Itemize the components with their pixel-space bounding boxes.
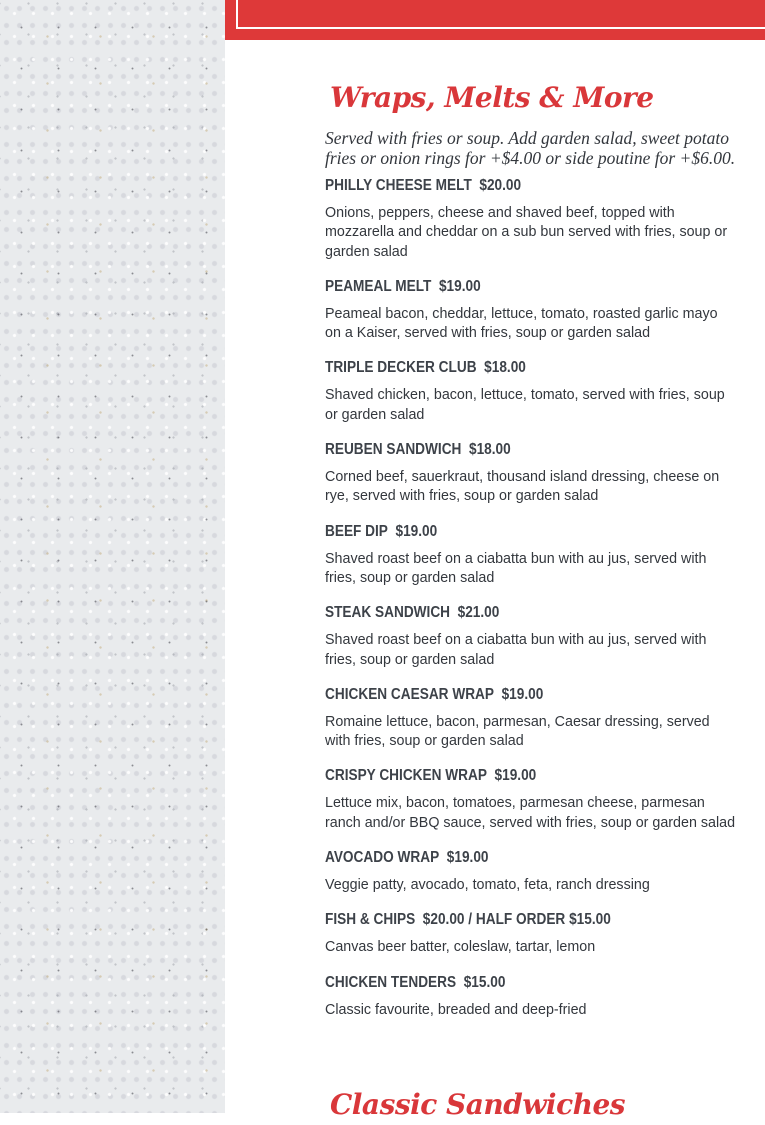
menu-item-name: CRISPY CHICKEN WRAP [325,767,487,785]
menu-item-name: AVOCADO WRAP [325,849,440,867]
menu-item-name: STEAK SANDWICH [325,604,451,622]
menu-item-description: Shaved roast beef on a ciabatta bun with au jus, served with fries, soup or garden salad [325,632,707,668]
section-title: Wraps, Melts & More [330,81,654,114]
menu-item-heading [325,358,688,378]
granite-texture-panel [0,0,225,1113]
menu-item-description: Shaved roast beef on a ciabatta bun with au jus, served with fries, soup or garden salad [325,550,707,586]
menu-section-wraps [325,80,737,1020]
menu-item-description: Veggie patty, avocado, tomato, feta, ranch dressing [325,877,650,894]
menu-item-description: Onions, peppers, cheese and shaved beef, topped with mozzarella and cheddar on a sub bun served with fries, soup or garden salad [325,205,728,260]
menu-item-name: TRIPLE DECKER CLUB [325,359,477,377]
menu-item-heading [325,848,688,868]
menu-item [325,277,737,344]
section-intro: Served with fries or soup. Add garden salad, sweet potato fries or onion rings for +$4.00 or side poutine for +$6.00. [325,128,736,168]
menu-item [325,766,737,833]
menu-item-heading [325,685,688,705]
menu-item-price: $18.00 [468,441,511,459]
menu-item-heading [325,277,688,297]
next-section-title: Classic Sandwiches [330,1088,626,1121]
menu-item-name: FISH & CHIPS [325,911,416,929]
menu-item-name: PEAMEAL MELT [325,277,432,295]
menu-item-heading [325,766,688,786]
menu-item-description: Corned beef, sauerkraut, thousand island dressing, cheese on rye, served with fries, soup or garden salad [325,469,720,505]
menu-item-heading [325,603,688,623]
menu-item-price: $19.00 [494,767,537,785]
menu-item-price: $20.00 [479,177,522,194]
menu-item [325,176,737,262]
menu-item-name: CHICKEN TENDERS [325,973,457,991]
menu-item [325,910,737,957]
menu-item-description: Classic favourite, breaded and deep-fried [325,1001,587,1018]
menu-item-heading [325,440,688,460]
menu-item-price: $18.00 [484,359,526,377]
menu-item-description: Romaine lettuce, bacon, parmesan, Caesar dressing, served with fries, soup or garden salad [325,713,710,750]
menu-item-price: $19.00 [501,685,544,703]
menu-item [325,522,737,589]
menu-item [325,440,737,507]
menu-item-description: Canvas beer batter, coleslaw, tartar, lemon [325,939,596,956]
menu-item-name: PHILLY CHEESE MELT [325,177,472,194]
menu-item-heading [325,973,688,993]
menu-item-name: REUBEN SANDWICH [325,441,462,459]
menu-item-price: $19.00 [446,849,489,867]
menu-item [325,603,737,670]
menu-item-description: Lettuce mix, bacon, tomatoes, parmesan cheese, parmesan ranch and/or BBQ sauce, served with fries, soup or garden salad [325,795,736,831]
menu-item-heading [325,522,688,542]
menu-item [325,973,737,1020]
menu-item [325,848,737,895]
menu-item-price: $21.00 [457,604,500,622]
menu-item-description: Shaved chicken, bacon, lettuce, tomato, served with fries, soup or garden salad [325,387,725,423]
menu-item-name: CHICKEN CAESAR WRAP [325,685,495,703]
menu-item-price: $19.00 [395,522,438,540]
menu-item-price: $15.00 [463,973,506,991]
menu-item-name: BEEF DIP [325,522,388,540]
menu-item [325,685,737,752]
menu-item-heading [325,910,688,930]
menu-item [325,358,737,425]
menu-item-price: $20.00 / HALF ORDER $15.00 [422,911,611,929]
header-banner-frame [236,0,765,29]
menu-item-description: Peameal bacon, cheddar, lettuce, tomato, roasted garlic mayo on a Kaiser, served with fries, soup or garden salad [325,305,718,342]
menu-item-price: $19.00 [438,277,481,295]
menu-item-heading [325,176,688,196]
